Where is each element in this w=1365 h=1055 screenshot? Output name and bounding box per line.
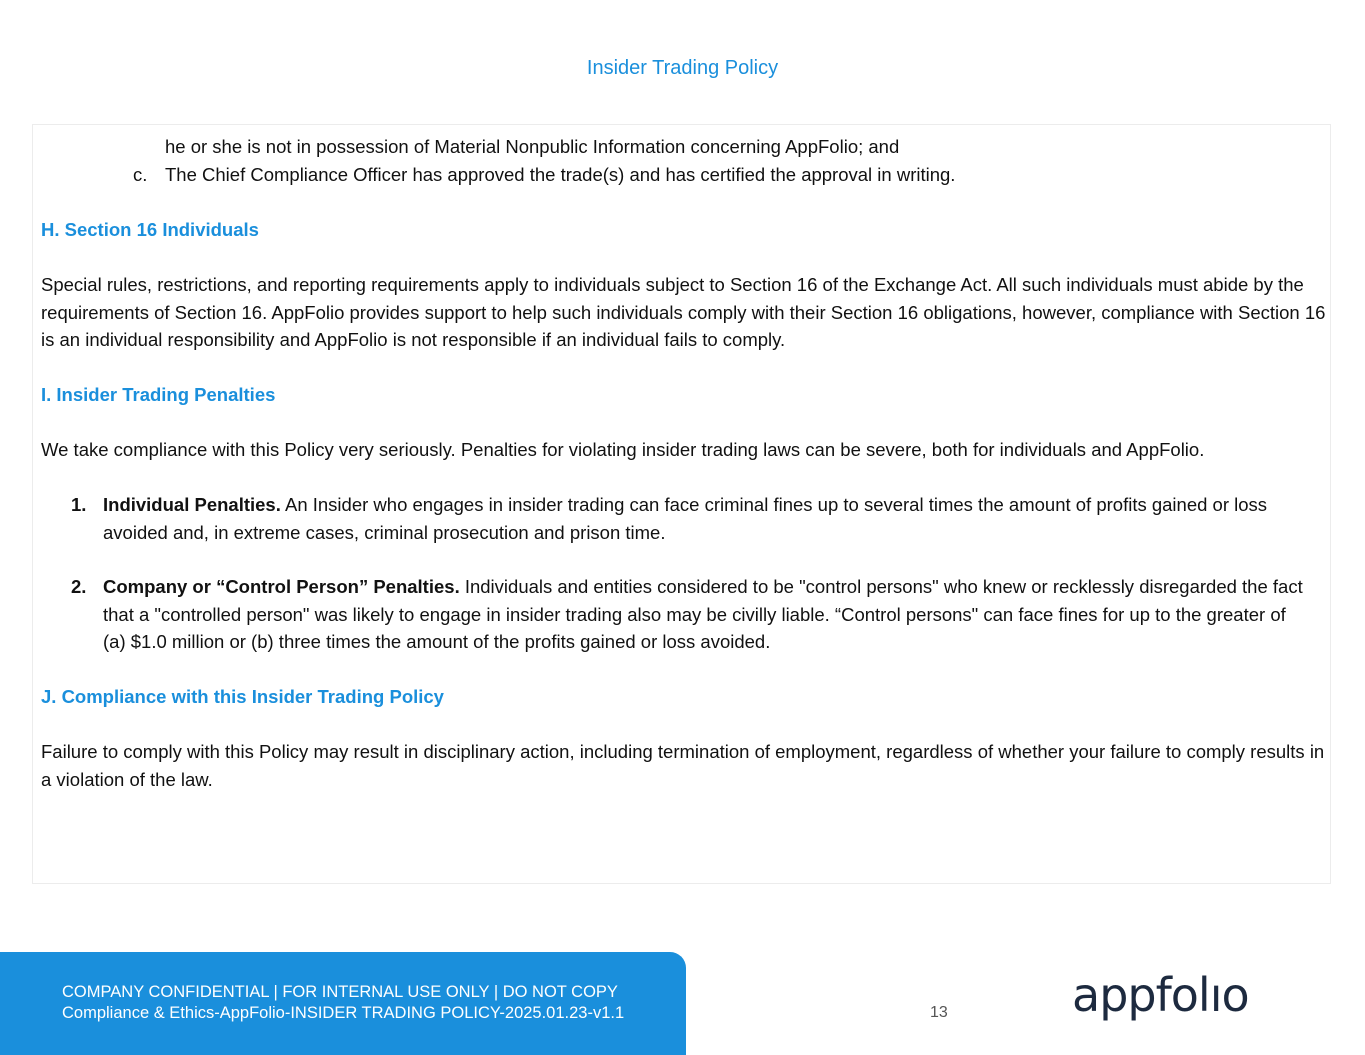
item-lead: Company or “Control Person” Penalties. xyxy=(103,576,460,597)
page-number: 13 xyxy=(930,1004,948,1021)
footer-confidential: COMPANY CONFIDENTIAL | FOR INTERNAL USE ONLY | DO NOT COPY xyxy=(62,983,618,1001)
list-item-c xyxy=(133,161,955,189)
penalty-item-2 xyxy=(71,573,1311,656)
document-body xyxy=(32,124,1331,884)
item-number: 2. xyxy=(71,576,87,597)
continuation-line: he or she is not in possession of Material Nonpublic Information concerning AppFolio; and xyxy=(165,136,900,157)
section-h-body: Special rules, restrictions, and reporting requirements apply to individuals subject to Section 16 of the Exchange Act. All such individuals must abide by the requirements of Section 16. AppFolio provides support to help such individuals comply with their Section 16 obligations, however, compliance with Section 16 is an individual responsibility and AppFolio is not responsible if an individual fails to comply. xyxy=(41,274,1326,350)
penalty-item-1 xyxy=(71,491,1311,546)
item-lead: Individual Penalties. xyxy=(103,494,281,515)
section-h-heading: H. Section 16 Individuals xyxy=(41,219,259,240)
section-j-body: Failure to comply with this Policy may result in disciplinary action, including termination of employment, regardless of whether your failure to comply results in a violation of the law. xyxy=(41,741,1325,790)
list-item-text: The Chief Compliance Officer has approved the trade(s) and has certified the approval in writing. xyxy=(165,164,956,185)
item-number: 1. xyxy=(71,494,87,515)
section-i-body: We take compliance with this Policy very seriously. Penalties for violating insider trading laws can be severe, both for individuals and AppFolio. xyxy=(41,439,1205,460)
list-marker: c. xyxy=(133,164,148,185)
appfolio-logo: appfolıo xyxy=(1072,968,1249,1022)
section-i-heading: I. Insider Trading Penalties xyxy=(41,384,276,405)
page-header-title: Insider Trading Policy xyxy=(586,57,779,79)
item-text: Individuals and entities considered to be "control persons" who knew or recklessly disregarded the fact that a "controlled person" was likely to engage in insider trading also may be civilly liable. “Control persons" can face fines for up to the greater of (a) $1.0 million or (b) three times the amount of the profits gained or loss avoided. xyxy=(103,576,1303,652)
item-text: An Insider who engages in insider trading can face criminal fines up to several times the amount of profits gained or loss avoided and, in extreme cases, criminal prosecution and prison time. xyxy=(103,494,1268,543)
footer-document-id: Compliance & Ethics-AppFolio-INSIDER TRADING POLICY-2025.01.23-v1.1 xyxy=(62,1004,625,1022)
section-j-heading: J. Compliance with this Insider Trading Policy xyxy=(41,686,444,707)
footer-band xyxy=(0,952,686,1055)
